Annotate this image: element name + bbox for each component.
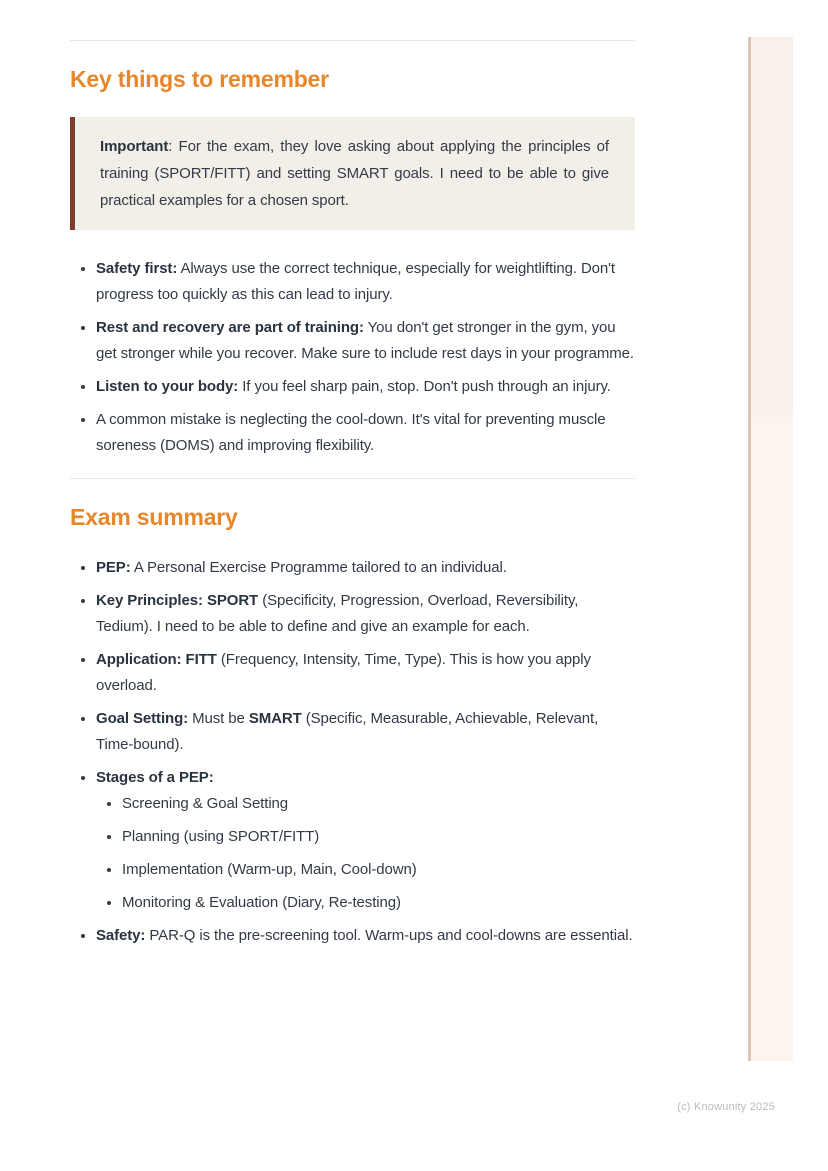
list-item xyxy=(96,374,635,400)
list-item-lead: SMART xyxy=(248,710,302,727)
list-item-text: If you feel sharp pain, stop. Don't push through an injury. xyxy=(238,378,611,395)
list-item-lead: Goal Setting: xyxy=(96,710,189,727)
list-item-text: (Frequency, Intensity, Time, Type). This is how you apply overload. xyxy=(96,651,591,694)
exam-summary-list xyxy=(70,555,635,949)
list-item-lead: Safety first: xyxy=(96,260,178,277)
list-item xyxy=(96,647,635,699)
sub-list-item-text: Screening & Goal Setting xyxy=(122,795,289,812)
list-item-lead: Listen to your body: xyxy=(96,378,239,395)
list-item xyxy=(96,555,635,581)
list-item xyxy=(96,765,635,916)
callout-body-text: : For the exam, they love asking about applying the principles of training (SPORT/FITT) and setting SMART goals. I need to be able to give practical examples for a chosen sport. xyxy=(100,138,609,209)
pep-stages-sublist xyxy=(96,791,635,916)
list-item-text: PAR-Q is the pre-screening tool. Warm-ups and cool-downs are essential. xyxy=(145,927,633,944)
copyright-footer: (c) Knowunity 2025 xyxy=(677,1101,775,1113)
section-title-exam-summary: Exam summary xyxy=(70,504,238,530)
list-item xyxy=(96,315,635,367)
sub-list-item-text: Implementation (Warm-up, Main, Cool-down) xyxy=(122,861,417,878)
list-item-text: (Specificity, Progression, Overload, Reversibility, Tedium). I need to be able to define and give an example for each. xyxy=(96,592,579,635)
list-item-text: A common mistake is neglecting the cool-down. It's vital for preventing muscle soreness (DOMS) and improving flexibility. xyxy=(96,411,606,454)
list-item-lead: Rest and recovery are part of training: xyxy=(96,319,364,336)
key-things-list xyxy=(70,256,635,459)
sub-list-item-text: Planning (using SPORT/FITT) xyxy=(122,828,320,845)
list-item-lead: Application: FITT xyxy=(96,651,217,668)
callout-text xyxy=(100,133,609,214)
sub-list-item-text: Monitoring & Evaluation (Diary, Re-testing) xyxy=(122,894,401,911)
section-title-key-things: Key things to remember xyxy=(70,66,329,92)
list-item-text: A Personal Exercise Programme tailored to an individual. xyxy=(130,559,507,576)
page-edge-accent-bar xyxy=(748,37,793,1061)
list-item-text: Always use the correct technique, especially for weightlifting. Don't progress too quickly as this can lead to injury. xyxy=(96,260,615,303)
list-item-lead: Safety: xyxy=(96,927,146,944)
list-item xyxy=(96,706,635,758)
list-item-lead: Key Principles: SPORT xyxy=(96,592,259,609)
sub-list-item xyxy=(122,791,635,817)
list-item-text: (Specific, Measurable, Achievable, Relevant, Time-bound). xyxy=(96,710,599,753)
sub-list-item xyxy=(122,890,635,916)
important-callout xyxy=(70,117,635,230)
list-item-text: You don't get stronger in the gym, you get stronger while you recover. Make sure to include rest days in your programme. xyxy=(96,319,634,362)
list-item xyxy=(96,407,635,459)
callout-label: Important xyxy=(100,138,169,155)
list-item-lead: PEP: xyxy=(96,559,131,576)
list-item-lead: Stages of a PEP: xyxy=(96,769,214,786)
top-divider xyxy=(70,40,635,41)
list-item xyxy=(96,923,635,949)
list-item xyxy=(96,588,635,640)
sub-list-item xyxy=(122,857,635,883)
sub-list-item xyxy=(122,824,635,850)
content-column xyxy=(70,40,635,956)
mid-divider xyxy=(70,478,635,479)
list-item-text: Must be xyxy=(188,710,249,727)
list-item xyxy=(96,256,635,308)
